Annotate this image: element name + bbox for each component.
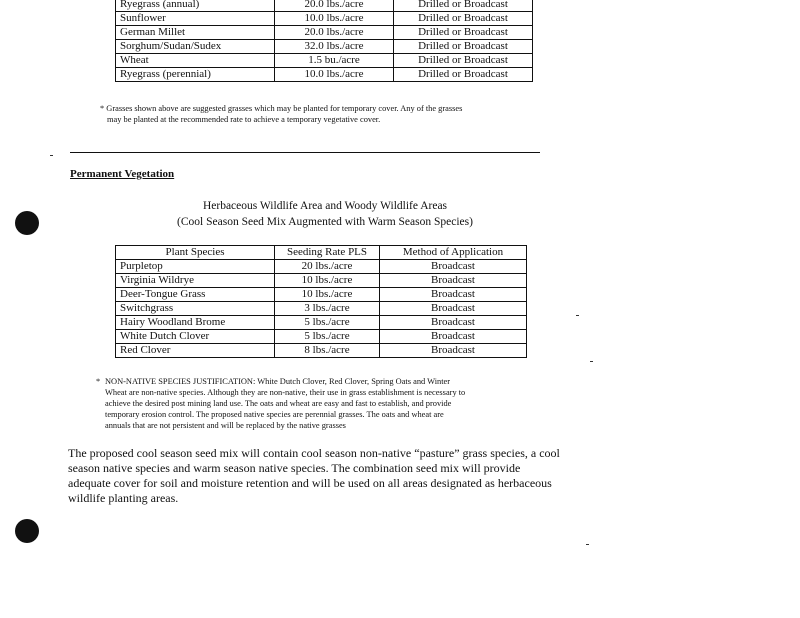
rate-cell: 3 lbs./acre	[275, 302, 380, 316]
table-row	[116, 330, 527, 344]
species-cell: Hairy Woodland Brome	[116, 316, 275, 330]
table-row	[116, 0, 533, 12]
non-native-justification-note	[96, 376, 556, 431]
method-cell: Broadcast	[380, 344, 527, 358]
species-cell: Ryegrass (perennial)	[116, 68, 275, 82]
footnote-star: *	[96, 377, 101, 386]
body-paragraph	[68, 446, 568, 506]
method-cell: Drilled or Broadcast	[394, 0, 533, 12]
scan-speck	[590, 361, 593, 362]
paragraph-line: wildlife planting areas.	[68, 491, 179, 505]
method-cell: Drilled or Broadcast	[394, 12, 533, 26]
rate-cell: 20 lbs./acre	[275, 260, 380, 274]
method-cell: Drilled or Broadcast	[394, 68, 533, 82]
table-subtitle-line: (Cool Season Seed Mix Augmented with Warm Season Species)	[177, 216, 473, 228]
section-divider	[70, 152, 540, 153]
method-cell: Drilled or Broadcast	[394, 54, 533, 68]
rate-cell: 10 lbs./acre	[275, 288, 380, 302]
section-heading: Permanent Vegetation	[70, 168, 175, 180]
table-row	[116, 302, 527, 316]
scan-speck	[576, 315, 579, 316]
method-cell: Broadcast	[380, 288, 527, 302]
method-cell: Broadcast	[380, 302, 527, 316]
punch-hole	[15, 519, 39, 543]
table-title-line: Herbaceous Wildlife Area and Woody Wildlife Areas	[202, 200, 448, 212]
footnote-star: *	[100, 104, 105, 113]
table-row	[116, 54, 533, 68]
temporary-cover-footnote	[100, 103, 550, 125]
punch-hole	[15, 211, 39, 235]
table-header-row	[116, 246, 527, 260]
species-cell: White Dutch Clover	[116, 330, 275, 344]
footnote-line: Wheat are non-native species. Although they are non-native, their use in grass establishment is necessary to	[105, 388, 466, 397]
column-header: Seeding Rate PLS	[275, 246, 380, 260]
footnote-line: annuals that are not persistent and will be replaced by the native grasses	[105, 421, 346, 430]
rate-cell: 8 lbs./acre	[275, 344, 380, 358]
method-cell: Broadcast	[380, 316, 527, 330]
temporary-cover-table	[115, 0, 533, 82]
table-title	[140, 198, 510, 230]
method-cell: Broadcast	[380, 274, 527, 288]
footnote-line: achieve the desired post mining land use. The oats and wheat are easy and fast to establish, and provide	[105, 399, 452, 408]
method-cell: Drilled or Broadcast	[394, 40, 533, 54]
method-cell: Drilled or Broadcast	[394, 26, 533, 40]
species-cell: Deer-Tongue Grass	[116, 288, 275, 302]
species-cell: Switchgrass	[116, 302, 275, 316]
table-row	[116, 260, 527, 274]
rate-cell: 10 lbs./acre	[275, 274, 380, 288]
table-row	[116, 68, 533, 82]
rate-cell: 1.5 bu./acre	[275, 54, 394, 68]
table-row	[116, 288, 527, 302]
rate-cell: 5 lbs./acre	[275, 316, 380, 330]
rate-cell: 20.0 lbs./acre	[275, 0, 394, 12]
rate-cell: 20.0 lbs./acre	[275, 26, 394, 40]
permanent-vegetation-table	[115, 245, 527, 358]
paragraph-line: adequate cover for soil and moisture retention and will be used on all areas designated as herbaceous	[68, 476, 552, 490]
species-cell: Red Clover	[116, 344, 275, 358]
species-cell: Ryegrass (annual)	[116, 0, 275, 12]
method-cell: Broadcast	[380, 260, 527, 274]
footnote-line: may be planted at the recommended rate to achieve a temporary vegetative cover.	[107, 115, 381, 124]
footnote-line: temporary erosion control. The proposed native species are perennial grasses. The oats and wheat are	[105, 410, 444, 419]
table-row	[116, 274, 527, 288]
rate-cell: 32.0 lbs./acre	[275, 40, 394, 54]
paragraph-line: The proposed cool season seed mix will contain cool season non-native “pasture” grass species, a cool	[68, 446, 560, 460]
table-row	[116, 40, 533, 54]
table-row	[116, 316, 527, 330]
footnote-line: NON-NATIVE SPECIES JUSTIFICATION: White Dutch Clover, Red Clover, Spring Oats and Winter	[105, 377, 451, 386]
footnote-line: Grasses shown above are suggested grasses which may be planted for temporary cover. Any of the grasses	[106, 104, 463, 113]
column-header: Plant Species	[116, 246, 275, 260]
paragraph-line: season native species and warm season native species. The combination seed mix will provide	[68, 461, 521, 475]
scan-speck	[50, 155, 53, 156]
table-row	[116, 26, 533, 40]
species-cell: Virginia Wildrye	[116, 274, 275, 288]
species-cell: Sorghum/Sudan/Sudex	[116, 40, 275, 54]
species-cell: Purpletop	[116, 260, 275, 274]
table-row	[116, 12, 533, 26]
table-row	[116, 344, 527, 358]
scan-speck	[586, 544, 589, 545]
species-cell: Sunflower	[116, 12, 275, 26]
species-cell: German Millet	[116, 26, 275, 40]
rate-cell: 10.0 lbs./acre	[275, 12, 394, 26]
species-cell: Wheat	[116, 54, 275, 68]
column-header: Method of Application	[380, 246, 527, 260]
method-cell: Broadcast	[380, 330, 527, 344]
rate-cell: 5 lbs./acre	[275, 330, 380, 344]
rate-cell: 10.0 lbs./acre	[275, 68, 394, 82]
